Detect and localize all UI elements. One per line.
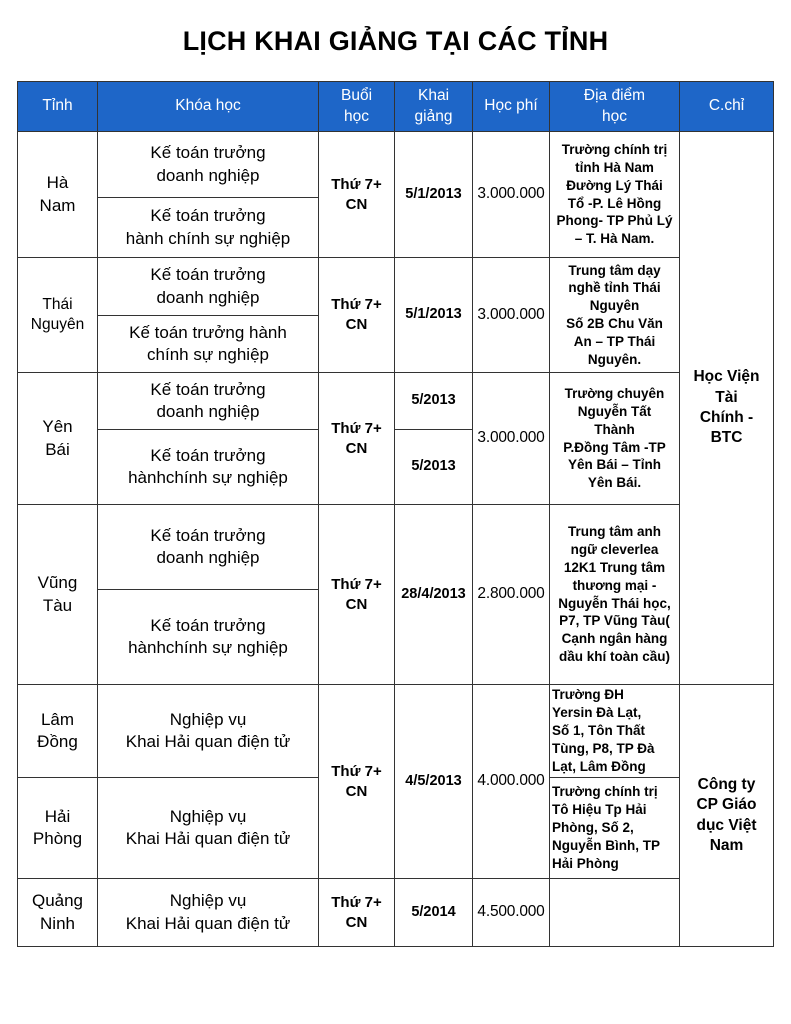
- location-cell: Trường chuyên Nguyễn Tất Thành P.Đồng Tâm -TP Yên Bái – Tỉnh Yên Bái.: [550, 373, 680, 505]
- location-cell: Trường ĐH Yersin Đà Lạt, Số 1, Tôn Thất Tùng, P8, TP Đà Lạt, Lâm Đồng: [550, 685, 680, 778]
- course-cell: Nghiệp vụ Khai Hải quan điện tử: [98, 778, 319, 879]
- session-cell: Thứ 7+ CN: [319, 879, 395, 947]
- province-cell: Hải Phòng: [18, 778, 98, 879]
- table-row: [18, 132, 774, 198]
- header-session: Buổi học: [319, 82, 395, 132]
- course-cell: Nghiệp vụ Khai Hải quan điện tử: [98, 685, 319, 778]
- location-cell: Trung tâm anh ngữ cleverlea 12K1 Trung tâm thương mại - Nguyễn Thái học, P7, TP Vũng Tàu( Cạnh ngân hàng dầu khí toàn cầu): [550, 505, 680, 685]
- session-cell: Thứ 7+ CN: [319, 373, 395, 505]
- location-cell: Trung tâm dạy nghề tỉnh Thái Nguyên Số 2B Chu Văn An – TP Thái Nguyên.: [550, 258, 680, 373]
- header-fee: Học phí: [473, 82, 550, 132]
- start-date-cell: 4/5/2013: [395, 685, 473, 879]
- province-cell: Quảng Ninh: [18, 879, 98, 947]
- table-row: [18, 373, 774, 430]
- course-cell: Kế toán trưởng doanh nghiệp: [98, 258, 319, 316]
- start-date-cell: 5/1/2013: [395, 132, 473, 258]
- session-cell: Thứ 7+ CN: [319, 132, 395, 258]
- table-row: [18, 879, 774, 947]
- header-start: Khai giảng: [395, 82, 473, 132]
- session-cell: Thứ 7+ CN: [319, 505, 395, 685]
- start-date-cell: 5/2013: [395, 373, 473, 430]
- fee-cell: 2.800.000: [473, 505, 550, 685]
- table-row: [18, 258, 774, 316]
- fee-cell: 3.000.000: [473, 258, 550, 373]
- fee-cell: 4.000.000: [473, 685, 550, 879]
- course-cell: Kế toán trưởng hành chính sự nghiệp: [98, 316, 319, 373]
- header-location: Địa điểm học: [550, 82, 680, 132]
- course-cell: Kế toán trưởng hànhchính sự nghiệp: [98, 430, 319, 505]
- certificate-cell: Học Viện Tài Chính - BTC: [680, 132, 774, 685]
- province-cell: Hà Nam: [18, 132, 98, 258]
- province-cell: Thái Nguyên: [18, 258, 98, 373]
- start-date-cell: 5/2014: [395, 879, 473, 947]
- province-cell: Vũng Tàu: [18, 505, 98, 685]
- table-row: [18, 505, 774, 590]
- course-cell: Kế toán trưởng doanh nghiệp: [98, 505, 319, 590]
- course-cell: Kế toán trưởng hànhchính sự nghiệp: [98, 590, 319, 685]
- fee-cell: 3.000.000: [473, 132, 550, 258]
- course-cell: Kế toán trưởng hành chính sự nghiệp: [98, 198, 319, 258]
- start-date-cell: 5/2013: [395, 430, 473, 505]
- fee-cell: 4.500.000: [473, 879, 550, 947]
- header-cert: C.chỉ: [680, 82, 774, 132]
- table-row: [18, 685, 774, 778]
- certificate-cell: Công ty CP Giáo dục Việt Nam: [680, 685, 774, 947]
- province-cell: Yên Bái: [18, 373, 98, 505]
- session-cell: Thứ 7+ CN: [319, 685, 395, 879]
- page-title: LỊCH KHAI GIẢNG TẠI CÁC TỈNH: [182, 26, 609, 56]
- course-cell: Kế toán trưởng doanh nghiệp: [98, 373, 319, 430]
- start-date-cell: 28/4/2013: [395, 505, 473, 685]
- location-cell: Trường chính trị tỉnh Hà Nam Đường Lý Thái Tổ -P. Lê Hồng Phong- TP Phủ Lý – T. Hà Nam.: [550, 132, 680, 258]
- fee-cell: 3.000.000: [473, 373, 550, 505]
- schedule-table: [17, 81, 774, 947]
- header-row: [18, 82, 774, 132]
- course-cell: Kế toán trưởng doanh nghiệp: [98, 132, 319, 198]
- session-cell: Thứ 7+ CN: [319, 258, 395, 373]
- start-date-cell: 5/1/2013: [395, 258, 473, 373]
- header-province: Tỉnh: [18, 82, 98, 132]
- location-cell: [550, 879, 680, 947]
- location-cell: Trường chính trị Tô Hiệu Tp Hải Phòng, Số 2, Nguyễn Bình, TP Hải Phòng: [550, 778, 680, 879]
- header-course: Khóa học: [98, 82, 319, 132]
- course-cell: Nghiệp vụ Khai Hải quan điện tử: [98, 879, 319, 947]
- province-cell: Lâm Đồng: [18, 685, 98, 778]
